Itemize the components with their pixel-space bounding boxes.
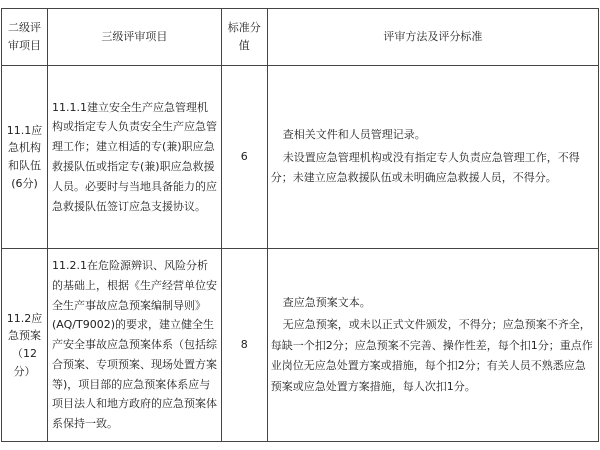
row-level2: 11.2应急预案（12分）: [2, 249, 48, 442]
method-check: 查应急预案文本。: [282, 296, 371, 310]
row-level3: 11.2.1在危险源辨识、风险分析的基础上，根据《生产经营单位安全生产事故应急预案编制导则》(AQ/T9002)的要求，建立健全生产安全事故应急预案体系（包括综合预案、专项预案、现场处置方案等)，项目部的应急预案体系应与项目法人和地方政府的应急预案体系保持一致。: [48, 249, 222, 442]
row-method: [267, 249, 598, 442]
row-method: [267, 66, 598, 249]
row-level3: 11.1.1建立安全生产应急管理机构或指定专人负责安全生产应急管理工作；建立相适的专(兼)职应急救援队伍或指定专(兼)职应急救援人员。必要时与当地具备能力的应急救援队伍签订应急支援协议。: [48, 66, 222, 249]
row-score: 6: [221, 66, 267, 249]
header-level2: 二级评审项目: [2, 9, 48, 66]
table-row: [2, 66, 599, 249]
method-check: 查相关文件和人员管理记录。: [282, 128, 426, 142]
table-header-row: [2, 9, 599, 66]
row-level2: 11.1应急机构和队伍(6分): [2, 66, 48, 249]
table-row: [2, 249, 599, 442]
header-level3: 三级评审项目: [48, 9, 222, 66]
header-score: 标准分值: [221, 9, 267, 66]
row-score: 8: [221, 249, 267, 442]
method-criteria: 未设置应急管理机构或没有指定专人负责应急管理工作，不得分；未建立应急救援队伍或未明确应急救援人员，不得分。: [270, 150, 580, 185]
evaluation-table: [1, 8, 599, 442]
method-criteria: 无应急预案，或未以正式文件颁发，不得分；应急预案不齐全，每缺一个扣2分；应急预案不完善、操作性差，每个扣1分；重点作业岗位无应急处置方案或措施，每个扣2分；有关人员不熟悉应急预案或应急处置方案措施，每人次扣1分。: [270, 318, 593, 393]
header-method: 评审方法及评分标准: [267, 9, 598, 66]
